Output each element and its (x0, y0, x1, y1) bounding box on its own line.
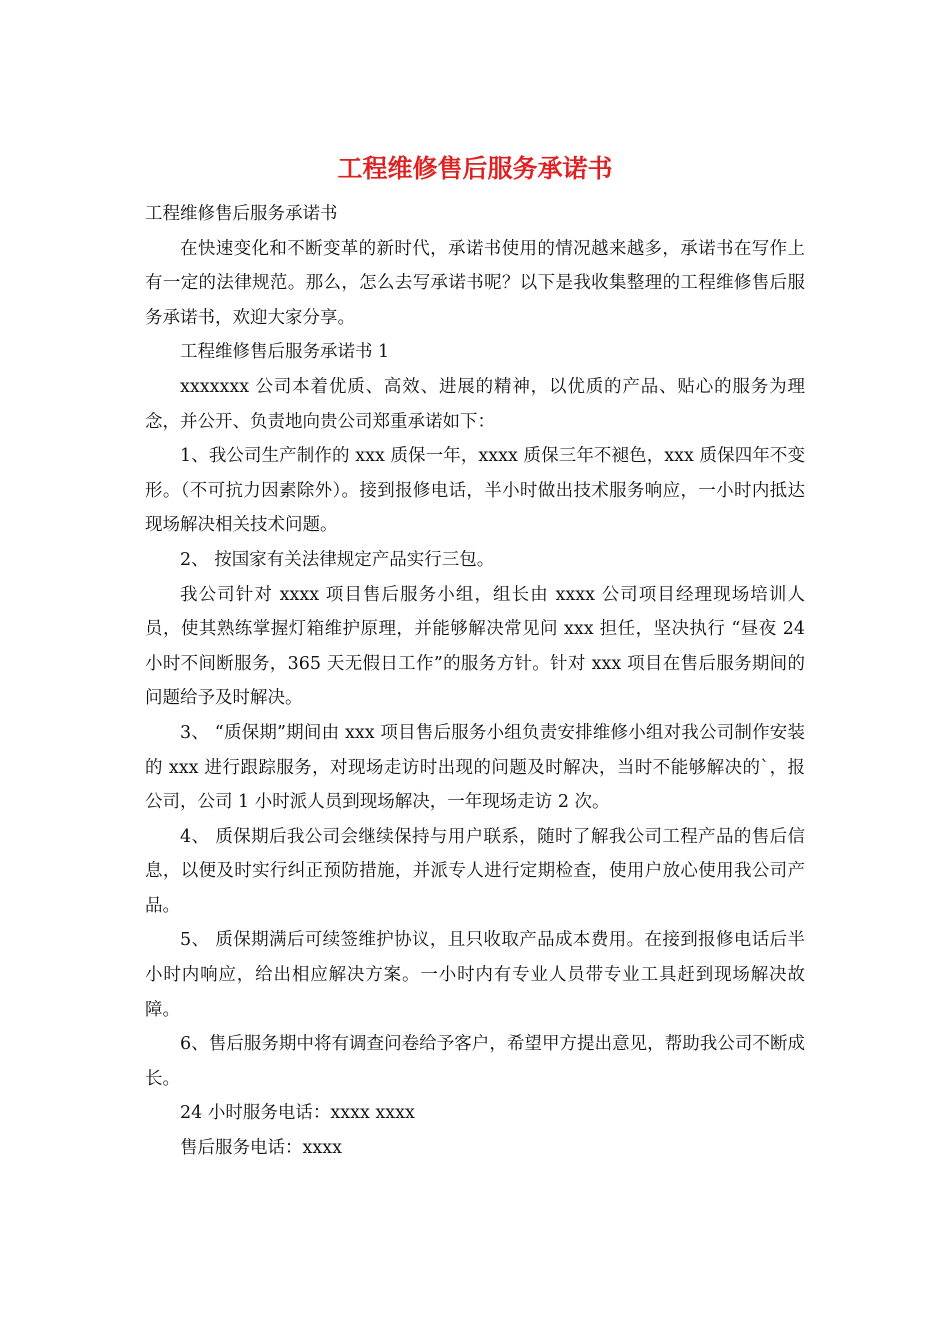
commitment-item-6: 6、售后服务期中将有调查问卷给予客户，希望甲方提出意见，帮助我公司不断成长。 (145, 1034, 805, 1089)
page-title: 工程维修售后服务承诺书 (337, 154, 613, 183)
service-team-paragraph: 我公司针对 xxxx 项目售后服务小组，组长由 xxxx 公司项目经理现场培训人员，使其熟练掌握灯箱维护原理，并能够解决常见问 xxx 担任，坚决执行 “昼夜 24 小时不间断服务，365 天无假日工作”的服务方针。针对 xxx 项目在售后服务期间的问题给予及时解决。 (145, 584, 805, 709)
subtitle-paragraph: 工程维修售后服务承诺书 (145, 204, 338, 224)
commitment-item-1: 1、我公司生产制作的 xxx 质保一年，xxxx 质保三年不褪色，xxx 质保四年不变形。（不可抗力因素除外）。接到报修电话，半小时做出技术服务响应，一小时内抵达现场解决相关技术问题。 (145, 446, 805, 536)
hotline-24h: 24 小时服务电话：xxxx xxxx (180, 1103, 415, 1124)
intro-paragraph: 在快速变化和不断变革的新时代，承诺书使用的情况越来越多，承诺书在写作上有一定的法律规范。那么，怎么去写承诺书呢？以下是我收集整理的工程维修售后服务承诺书，欢迎大家分享。 (145, 238, 805, 328)
commitment-intro-paragraph: xxxxxxx 公司本着优质、高效、进展的精神，以优质的产品、贴心的服务为理念，并公开、负责地向贵公司郑重承诺如下： (145, 376, 805, 432)
commitment-item-3: 3、 “质保期”期间由 xxx 项目售后服务小组负责安排维修小组对我公司制作安装的 xxx 进行跟踪服务，对现场走访时出现的问题及时解决，当时不能够解决的`，报公司，公司 1 小时派人员到现场解决，一年现场走访 2 次。 (145, 722, 805, 813)
document-body (145, 197, 805, 1166)
after-sales-phone: 售后服务电话：xxxx (180, 1138, 342, 1159)
commitment-item-2: 2、 按国家有关法律规定产品实行三包。 (180, 549, 495, 570)
commitment-item-5: 5、 质保期满后可续签维护协议，且只收取产品成本费用。在接到报修电话后半小时内响应，给出相应解决方案。一小时内有专业人员带专业工具赶到现场解决故障。 (145, 930, 805, 1020)
commitment-item-4: 4、 质保期后我公司会继续保持与用户联系，随时了解我公司工程产品的售后信息，以便及时实行纠正预防措施，并派专人进行定期检查，使用户放心使用我公司产品。 (145, 826, 805, 916)
section-heading: 工程维修售后服务承诺书 1 (180, 342, 390, 363)
